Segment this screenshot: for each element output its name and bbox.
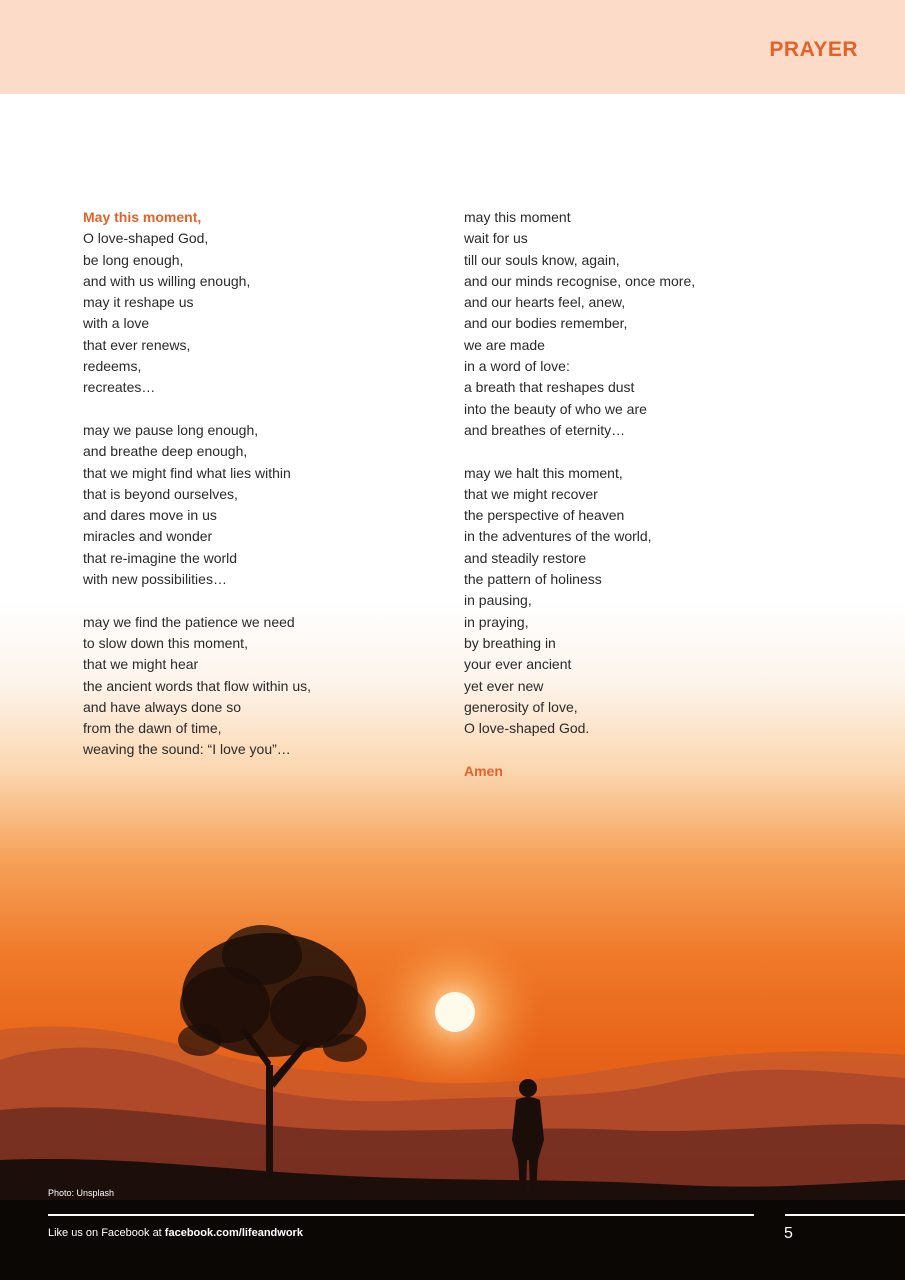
poem-line: in a word of love:: [464, 358, 570, 375]
poem-line: May this moment,: [83, 209, 202, 225]
poem-right-column: [464, 207, 794, 803]
poem-line: that we might hear: [83, 656, 199, 673]
poem-line: be long enough,: [83, 251, 184, 268]
poem-line: and our bodies remember,: [464, 315, 628, 332]
poem-line: with a love: [83, 315, 150, 332]
poem-line: generosity of love,: [464, 698, 578, 715]
poem-line: your ever ancient: [464, 656, 572, 673]
poem-line: and steadily restore: [464, 549, 587, 566]
poem-stanza: [464, 463, 794, 740]
poem-line: may we pause long enough,: [83, 421, 259, 438]
poem-line: redeems,: [83, 358, 142, 375]
poem-line: that we might find what lies within: [83, 464, 291, 481]
poem-line: a breath that reshapes dust: [464, 379, 635, 396]
poem-line: yet ever new: [464, 677, 544, 694]
poem-line: till our souls know, again,: [464, 251, 620, 268]
footer-facebook-text: [48, 1227, 303, 1239]
poem-line: that is beyond ourselves,: [83, 485, 238, 502]
sun: [435, 992, 475, 1032]
poem-line: the pattern of holiness: [464, 571, 602, 588]
poem-line: in pausing,: [464, 592, 532, 609]
poem-line: and with us willing enough,: [83, 272, 251, 289]
footer-prefix: Like us on Facebook at: [48, 1227, 165, 1239]
poem-line: into the beauty of who we are: [464, 400, 647, 417]
poem-left-column: [83, 207, 413, 782]
poem-line: and our hearts feel, anew,: [464, 294, 626, 311]
footer-rule: [48, 1214, 754, 1216]
poem-stanza: [83, 207, 413, 399]
poem-line: the ancient words that flow within us,: [83, 677, 312, 694]
footer-rule-right: [785, 1214, 905, 1216]
poem-line: we are made: [464, 336, 545, 353]
poem-line: to slow down this moment,: [83, 634, 248, 651]
poem-line: in the adventures of the world,: [464, 528, 652, 545]
poem-stanza: [83, 612, 413, 761]
poem-line: O love-shaped God.: [464, 720, 590, 737]
poem-line: Amen: [464, 762, 503, 779]
poem-line: from the dawn of time,: [83, 720, 222, 737]
poem-stanza: [83, 420, 413, 590]
poem-line: that re-imagine the world: [83, 549, 238, 566]
poem-line: O love-shaped God,: [83, 230, 209, 247]
poem-line: by breathing in: [464, 634, 556, 651]
poem-line: the perspective of heaven: [464, 507, 625, 524]
poem-line: that ever renews,: [83, 336, 191, 353]
poem-line: wait for us: [464, 230, 528, 247]
poem-stanza: [464, 207, 794, 441]
poem-line: and dares move in us: [83, 507, 217, 524]
poem-line: that we might recover: [464, 485, 598, 502]
poem-line: may we halt this moment,: [464, 464, 623, 481]
section-title: PRAYER: [769, 38, 858, 61]
poem-line: in praying,: [464, 613, 529, 630]
poem-stanza: [464, 761, 794, 782]
poem-line: weaving the sound: “I love you”…: [83, 741, 291, 758]
poem-line: and breathe deep enough,: [83, 443, 248, 460]
poem-line: may it reshape us: [83, 294, 194, 311]
poem-line: may this moment: [464, 209, 571, 225]
poem-line: and our minds recognise, once more,: [464, 272, 696, 289]
poem-line: recreates…: [83, 379, 156, 396]
page-number: 5: [784, 1225, 793, 1242]
facebook-link[interactable]: facebook.com/lifeandwork: [164, 1227, 303, 1239]
poem-line: miracles and wonder: [83, 528, 213, 545]
poem-line: and breathes of eternity…: [464, 421, 626, 438]
photo-credit: Photo: Unsplash: [48, 1188, 115, 1198]
poem-line: may we find the patience we need: [83, 613, 295, 630]
poem-line: and have always done so: [83, 698, 241, 715]
poem-line: with new possibilities…: [83, 571, 227, 588]
